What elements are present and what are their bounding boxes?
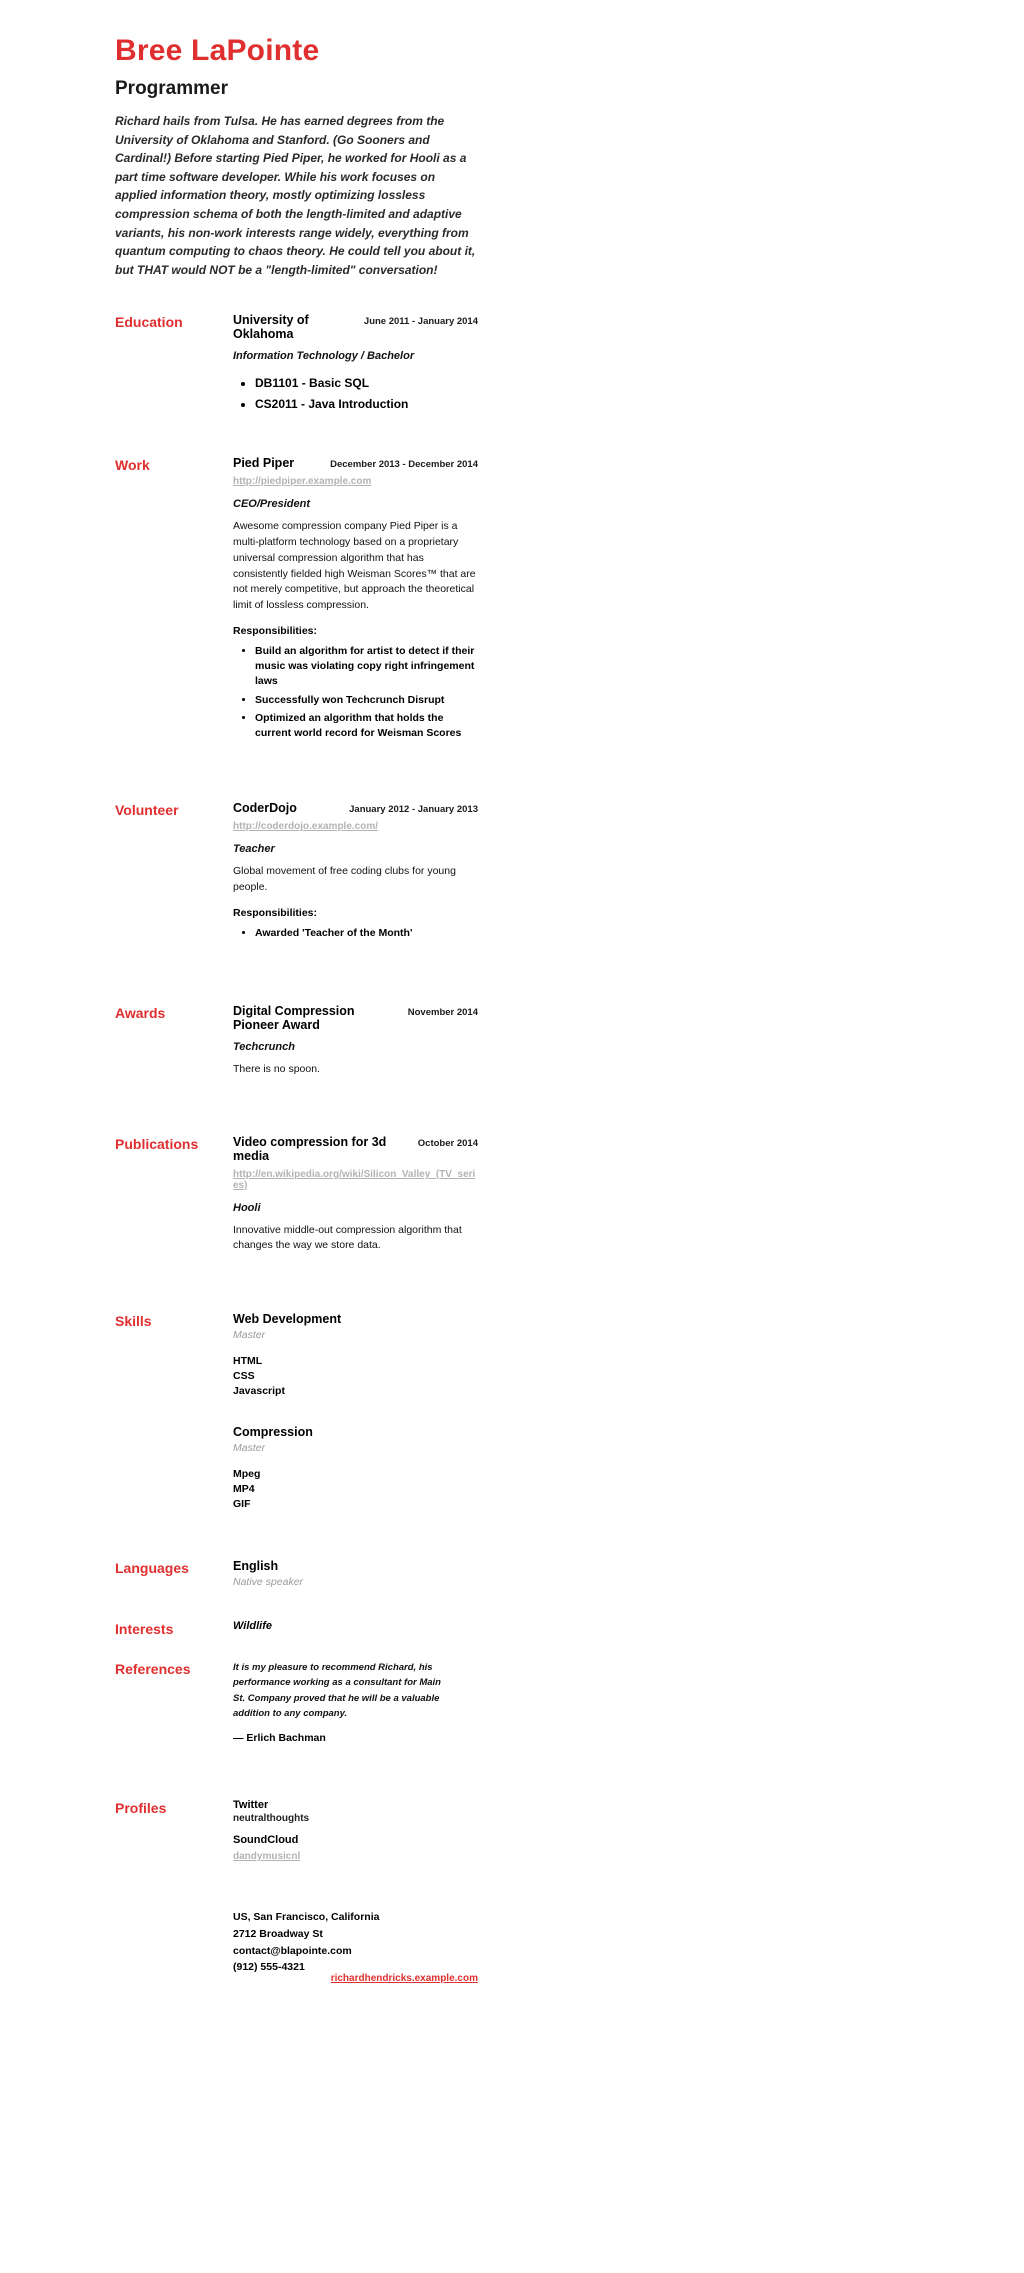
contact-body xyxy=(233,1909,478,1985)
skills-section-heading: Skills xyxy=(115,1313,152,1330)
volunteer-organization: CoderDojo xyxy=(233,801,297,816)
profiles-body xyxy=(233,1799,478,1874)
education-course: • CS2011 - Java Introduction xyxy=(255,397,478,411)
award-date: November 2014 xyxy=(407,1006,478,1018)
resume-sections xyxy=(115,313,478,1985)
profile-item xyxy=(233,1834,478,1864)
work-section-heading: Work xyxy=(115,457,150,474)
education-section-heading: Education xyxy=(115,314,183,331)
education-institution: University of Oklahoma xyxy=(233,313,309,342)
volunteer-highlight: • Awarded 'Teacher of the Month' xyxy=(255,926,478,941)
skill-keyword: Javascript xyxy=(233,1384,285,1397)
skill-item xyxy=(233,1312,478,1398)
section-work xyxy=(115,456,478,744)
education-courses-list xyxy=(233,376,478,411)
education-date-range: June 2011 - January 2014 xyxy=(363,316,478,328)
skill-item xyxy=(233,1425,478,1511)
skill-keywords xyxy=(233,1467,478,1511)
work-highlight: • Build an algorithm for artist to detect if their music was violating copy right infringement laws xyxy=(255,644,478,690)
skill-level: Master xyxy=(233,1442,266,1455)
award-summary: There is no spoon. xyxy=(233,1062,320,1075)
section-publications xyxy=(115,1135,478,1255)
skill-name: Compression xyxy=(233,1425,313,1440)
skill-keyword: CSS xyxy=(233,1369,255,1382)
publications-section-heading: Publications xyxy=(115,1135,199,1152)
publication-title: Video compression for 3d media xyxy=(233,1134,387,1163)
education-body xyxy=(233,313,478,418)
person-name: Bree LaPointe xyxy=(115,34,320,67)
interests-body xyxy=(233,1620,478,1637)
work-highlights-list xyxy=(233,644,478,741)
work-body xyxy=(233,456,478,744)
profiles-section-heading: Profiles xyxy=(115,1800,167,1816)
resume-page xyxy=(0,0,478,1985)
resume-header xyxy=(115,34,478,279)
section-awards xyxy=(115,1004,478,1078)
interests-section-heading: Interests xyxy=(115,1621,174,1638)
work-highlight: • Successfully won Techcrunch Disrupt xyxy=(255,693,478,708)
references-body xyxy=(233,1660,478,1744)
personal-website-link[interactable]: richardhendricks.example.com xyxy=(330,1973,478,1985)
volunteer-section-heading: Volunteer xyxy=(115,802,179,819)
work-highlight: • Optimized an algorithm that holds the current world record for Weisman Scores xyxy=(255,711,478,741)
volunteer-date-range: January 2012 - January 2013 xyxy=(349,804,478,816)
person-summary: Richard hails from Tulsa. He has earned degrees from the University of Oklahoma and Stanford. (Go Sooners and Cardinal!) Before starting Pied Piper, he worked for Hooli as a part time software developer. While his work focuses on applied information theory, mostly optimizing lossless compression schema of both the length-limited and adaptive variants, his non-work interests range widely, everything from quantum computing to chaos theory. He could tell you about it, but THAT would NOT be a "length-limited" conversation! xyxy=(115,114,476,277)
awards-body xyxy=(233,1004,478,1078)
contact-phone: (912) 555-4321 xyxy=(233,1961,305,1974)
section-interests xyxy=(115,1620,478,1637)
profile-username-link[interactable]: dandymusicnl xyxy=(233,1851,301,1862)
profile-network: Twitter xyxy=(233,1799,269,1811)
language-name: English xyxy=(233,1559,279,1574)
volunteer-highlights-list xyxy=(233,926,478,941)
skill-keyword: Mpeg xyxy=(233,1468,261,1481)
work-company-name: Pied Piper xyxy=(233,456,295,471)
work-responsibilities-label: Responsibilities: xyxy=(233,624,318,637)
volunteer-organization-url-link[interactable]: http://coderdojo.example.com/ xyxy=(233,821,379,833)
languages-section-heading: Languages xyxy=(115,1560,189,1577)
skill-keyword: HTML xyxy=(233,1355,263,1368)
person-job-title: Programmer xyxy=(115,78,228,99)
section-languages xyxy=(115,1559,478,1588)
education-degree: Information Technology / Bachelor xyxy=(233,350,415,363)
work-company-url-link[interactable]: http://piedpiper.example.com xyxy=(233,476,372,488)
contact-section-heading xyxy=(115,1909,233,1976)
languages-body xyxy=(233,1559,478,1588)
work-summary: Awesome compression company Pied Piper is a multi-platform technology based on a proprietary universal compression algorithm that has consistently fielded high Weisman Scores™ that are not merely competitive, but approach the theoretical limit of lossless compression. xyxy=(233,520,476,612)
work-position: CEO/President xyxy=(233,498,311,511)
volunteer-body xyxy=(233,801,478,944)
references-section-heading: References xyxy=(115,1661,191,1678)
skills-body xyxy=(233,1312,478,1511)
publication-publisher: Hooli xyxy=(233,1201,261,1214)
language-fluency: Native speaker xyxy=(233,1576,304,1589)
reference-name: — Erlich Bachman xyxy=(233,1732,326,1744)
profile-network: SoundCloud xyxy=(233,1834,299,1846)
skill-keywords xyxy=(233,1354,478,1398)
contact-address: 2712 Broadway St xyxy=(233,1927,323,1940)
skill-keyword: GIF xyxy=(233,1497,251,1510)
award-title: Digital Compression Pioneer Award xyxy=(233,1003,355,1032)
publication-summary: Innovative middle-out compression algorithm that changes the way we store data. xyxy=(233,1223,462,1252)
profile-item xyxy=(233,1799,478,1824)
skill-keyword: MP4 xyxy=(233,1482,255,1495)
publications-body xyxy=(233,1135,478,1255)
work-date-range: December 2013 - December 2014 xyxy=(330,459,478,471)
profile-username: neutralthoughts xyxy=(233,1813,310,1824)
publication-date: October 2014 xyxy=(417,1137,478,1149)
contact-email: contact@blapointe.com xyxy=(233,1944,352,1957)
award-awarder: Techcrunch xyxy=(233,1040,295,1053)
volunteer-summary: Global movement of free coding clubs for young people. xyxy=(233,865,456,893)
education-course: • DB1101 - Basic SQL xyxy=(255,376,478,390)
section-skills xyxy=(115,1312,478,1511)
section-references xyxy=(115,1660,478,1744)
skill-name: Web Development xyxy=(233,1312,342,1327)
section-education xyxy=(115,313,478,418)
awards-section-heading: Awards xyxy=(115,1004,166,1021)
volunteer-position: Teacher xyxy=(233,843,275,856)
reference-quote: It is my pleasure to recommend Richard, his performance working as a consultant for Main St. Company proved that he will be a valuable addition to any company. xyxy=(233,1662,441,1719)
section-volunteer xyxy=(115,801,478,944)
volunteer-responsibilities-label: Responsibilities: xyxy=(233,906,318,919)
publication-url-link[interactable]: http://en.wikipedia.org/wiki/Silicon_Valley_(TV_series) xyxy=(233,1168,476,1191)
contact-location: US, San Francisco, California xyxy=(233,1911,380,1923)
interest-name: Wildlife xyxy=(233,1620,273,1633)
skill-level: Master xyxy=(233,1329,266,1342)
section-profiles xyxy=(115,1799,478,1874)
section-contact xyxy=(115,1909,478,1985)
